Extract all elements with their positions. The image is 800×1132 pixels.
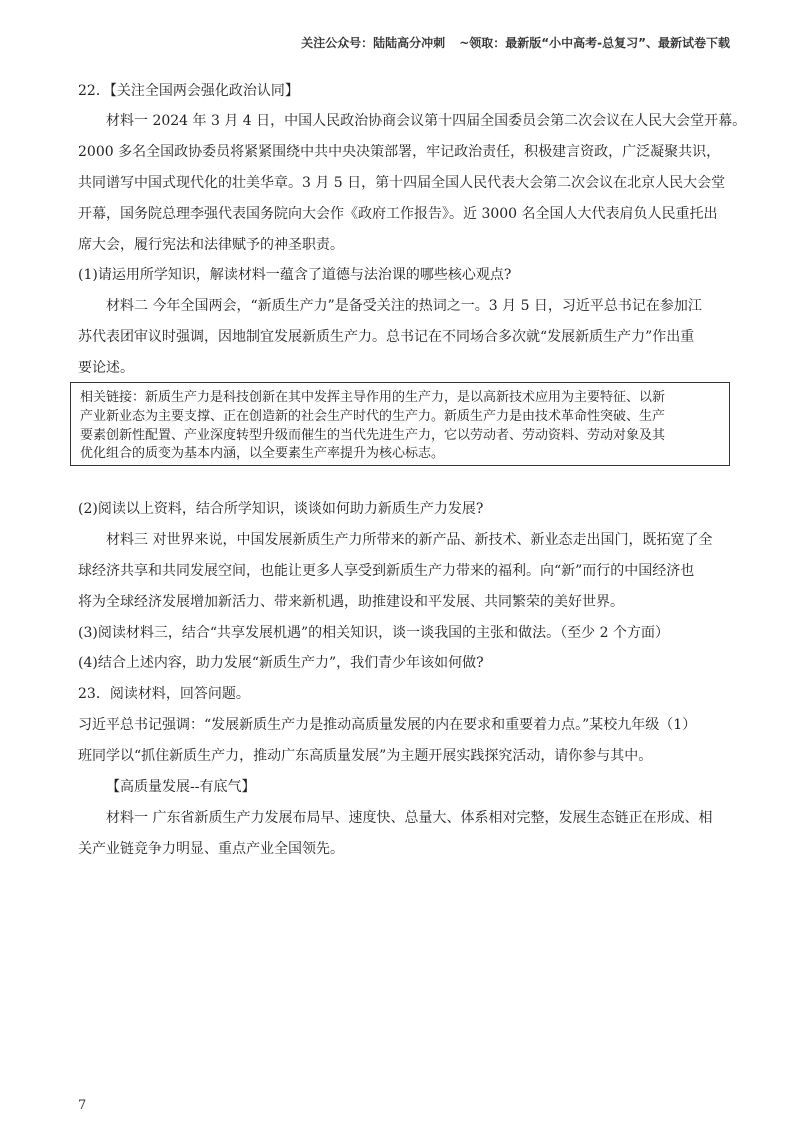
q22-m1-line: 共同谱写中国式现代化的壮美华章。3 月 5 日，第十四届全国人民代表大会第二次会议在北京人民大会堂: [78, 175, 726, 191]
q23-m1-line: 材料一 广东省新质生产力发展布局早、速度快、总量大、体系相对完整，发展生态链正在形成、相: [106, 810, 713, 826]
q22-m3-line: 将为全球经济发展增加新活力、带来新机遇，助推建设和平发展、共同繁荣的美好世界。: [78, 594, 624, 610]
q22-question-2: (2)阅读以上资料，结合所学知识，谈谈如何助力新质生产力发展?: [78, 501, 484, 517]
q22-m3-line: 材料三 对世界来说，中国发展新质生产力所带来的新产品、新技术、新业态走出国门，既拓宽了全: [106, 532, 713, 548]
related-link-line: 产业新业态为主要支撑、正在创造新的社会生产时代的生产力。新质生产力是由技术革命性突破、生产: [80, 409, 666, 424]
q22-m2-line: 苏代表团审议时强调，因地制宜发展新质生产力。总书记在不同场合多次就“发展新质生产力”作出重: [78, 329, 695, 345]
q23-section-title: 【高质量发展--有底气】: [106, 779, 256, 795]
q22-title: 22．【关注全国两会强化政治认同】: [78, 83, 299, 99]
related-link-line: 要素创新性配置、产业深度转型升级而催生的当代先进生产力，它以劳动者、劳动资料、劳动对象及其: [80, 428, 666, 443]
q23-intro-line: 习近平总书记强调：“发展新质生产力是推动高质量发展的内在要求和重要着力点。”某校九年级（1）: [78, 717, 697, 733]
q22-m1-line: 席大会，履行宪法和法律赋予的神圣职责。: [78, 237, 344, 253]
q22-m1-line: 2000 多名全国政协委员将紧紧围绕中共中央决策部署，牢记政治责任，积极建言资政，广泛凝聚共识，: [78, 144, 721, 160]
related-link-line: 优化组合的质变为基本内涵，以全要素生产率提升为核心标志。: [80, 446, 445, 461]
page-header: [301, 34, 730, 51]
header-download-text: ~领取：最新版“小中高考-总复习”、最新试卷下载: [459, 36, 730, 50]
q22-m2-line: 材料二 今年全国两会，“新质生产力”是备受关注的热词之一。3 月 5 日，习近平总书记在参加江: [106, 298, 702, 314]
page-number: 7: [78, 1098, 87, 1113]
header-wechat-text: 关注公众号：陆陆高分冲刺: [301, 36, 446, 50]
q22-question-4: (4)结合上述内容，助力发展“新质生产力”，我们青少年该如何做?: [78, 655, 484, 671]
q22-question-3: (3)阅读材料三，结合“共享发展机遇”的相关知识，谈一谈我国的主张和做法。（至少 2 个方面）: [78, 625, 669, 641]
q22-m1-line: 开幕，国务院总理李强代表国务院向大会作《政府工作报告》。近 3000 名全国人大代表肩负人民重托出: [78, 206, 718, 222]
q22-m2-line: 要论述。: [78, 360, 134, 376]
q23-title: 23．阅读材料，回答问题。: [78, 686, 250, 702]
q22-question-1: (1)请运用所学知识，解读材料一蕴含了道德与法治课的哪些核心观点?: [78, 267, 512, 283]
q23-m1-line: 关产业链竞争力明显、重点产业全国领先。: [78, 841, 344, 857]
q23-intro-line: 班同学以“抓住新质生产力，推动广东高质量发展”为主题开展实践探究活动，请你参与其中。: [78, 748, 653, 764]
related-link-line: 相关链接：新质生产力是科技创新在其中发挥主导作用的生产力，是以高新技术应用为主要特征、以新: [80, 390, 666, 405]
related-link-box: [70, 382, 730, 466]
q22-m1-line: 材料一 2024 年 3 月 4 日，中国人民政治协商会议第十四届全国委员会第二次会议在人民大会堂开幕。: [106, 113, 747, 129]
q22-m3-line: 球经济共享和共同发展空间，也能让更多人享受到新质生产力带来的福利。向“新”而行的中国经济也: [78, 563, 695, 579]
